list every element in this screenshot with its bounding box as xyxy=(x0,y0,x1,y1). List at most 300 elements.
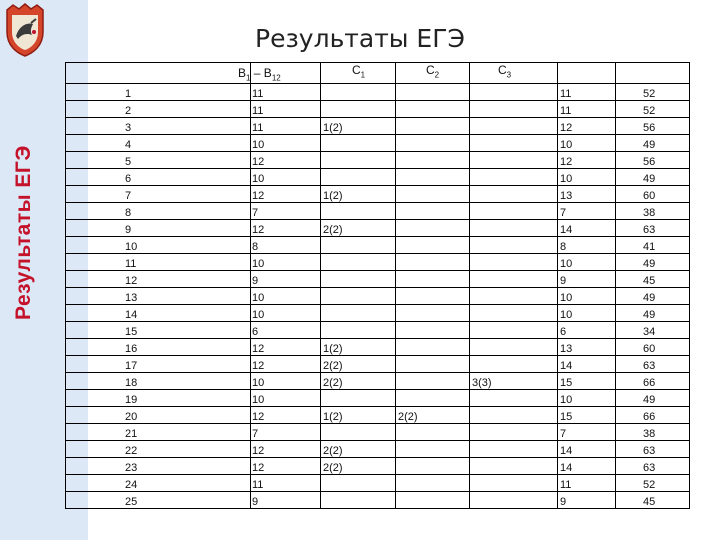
score-b1-b12-cell xyxy=(251,135,321,152)
cell-value: 14 xyxy=(560,445,573,457)
cell-value: 18 xyxy=(125,377,138,389)
primary-score-cell xyxy=(558,322,616,339)
cell-value: 13 xyxy=(125,292,138,304)
score-c1-cell xyxy=(321,288,396,305)
cell-value: 10 xyxy=(252,292,265,304)
cell-value: 56 xyxy=(643,156,656,168)
primary-score-cell xyxy=(558,203,616,220)
score-b1-b12-cell xyxy=(251,305,321,322)
score-c3-cell xyxy=(470,288,558,305)
test-score-cell xyxy=(616,492,690,509)
score-c3-cell xyxy=(470,424,558,441)
score-c1-cell xyxy=(321,169,396,186)
student-number-cell xyxy=(66,424,251,441)
test-score-cell xyxy=(616,152,690,169)
cell-value: 38 xyxy=(643,428,656,440)
cell-value: 66 xyxy=(643,411,656,423)
cell-value: 14 xyxy=(560,224,573,236)
table-row xyxy=(66,492,690,509)
table-row xyxy=(66,373,690,390)
score-b1-b12-cell xyxy=(251,373,321,390)
score-b1-b12-cell xyxy=(251,220,321,237)
cell-value: 1(2) xyxy=(323,343,343,355)
cell-value: 2(2) xyxy=(323,445,343,457)
score-b1-b12-cell xyxy=(251,203,321,220)
cell-value: 12 xyxy=(252,411,265,423)
score-c2-cell xyxy=(396,475,470,492)
student-number-cell xyxy=(66,475,251,492)
score-c2-cell xyxy=(396,305,470,322)
table-row xyxy=(66,271,690,288)
cell-value: 8 xyxy=(125,207,132,219)
score-c1-cell xyxy=(321,373,396,390)
primary-score-cell xyxy=(558,271,616,288)
score-c3-cell xyxy=(470,169,558,186)
cell-value: 23 xyxy=(125,462,138,474)
table-row xyxy=(66,84,690,101)
cell-value: 9 xyxy=(125,224,132,236)
cell-value: 10 xyxy=(560,394,573,406)
test-score-cell xyxy=(616,220,690,237)
score-c1-cell xyxy=(321,441,396,458)
header-c3: $C_3$ xyxy=(498,63,512,80)
score-c3-cell xyxy=(470,322,558,339)
score-b1-b12-cell xyxy=(251,84,321,101)
cell-value: 38 xyxy=(643,207,656,219)
score-c3-cell xyxy=(470,84,558,101)
test-score-cell xyxy=(616,356,690,373)
primary-score-cell xyxy=(558,305,616,322)
score-c3-cell xyxy=(470,101,558,118)
student-number-cell xyxy=(66,288,251,305)
score-b1-b12-cell xyxy=(251,407,321,424)
score-c1-cell xyxy=(321,254,396,271)
cell-value: 9 xyxy=(252,496,259,508)
header-cell xyxy=(558,63,616,84)
student-number-cell xyxy=(66,84,251,101)
cell-value: 7 xyxy=(560,207,567,219)
primary-score-cell xyxy=(558,441,616,458)
header-cell xyxy=(396,63,470,84)
primary-score-cell xyxy=(558,169,616,186)
cell-value: 12 xyxy=(560,122,573,134)
cell-value: 17 xyxy=(125,360,138,372)
cell-value: 6 xyxy=(252,326,259,338)
score-c1-cell xyxy=(321,407,396,424)
score-c2-cell xyxy=(396,441,470,458)
cell-value: 9 xyxy=(252,275,259,287)
score-c1-cell xyxy=(321,305,396,322)
header-cell xyxy=(616,63,690,84)
cell-value: 15 xyxy=(125,326,138,338)
score-c1-cell xyxy=(321,271,396,288)
test-score-cell xyxy=(616,84,690,101)
cell-value: 2(2) xyxy=(398,411,418,423)
score-c2-cell xyxy=(396,169,470,186)
score-c1-cell xyxy=(321,152,396,169)
score-c1-cell xyxy=(321,322,396,339)
student-number-cell xyxy=(66,186,251,203)
cell-value: 52 xyxy=(643,105,656,117)
score-b1-b12-cell xyxy=(251,475,321,492)
table-row xyxy=(66,305,690,322)
test-score-cell xyxy=(616,441,690,458)
vertical-title: Результаты ЕГЭ xyxy=(12,145,35,320)
test-score-cell xyxy=(616,254,690,271)
cell-value: 1(2) xyxy=(323,190,343,202)
header-b1-b12: $B_1 - B_{12}$ xyxy=(238,66,281,83)
score-c3-cell xyxy=(470,458,558,475)
score-b1-b12-cell xyxy=(251,271,321,288)
primary-score-cell xyxy=(558,339,616,356)
score-c1-cell xyxy=(321,390,396,407)
score-b1-b12-cell xyxy=(251,458,321,475)
cell-value: 22 xyxy=(125,445,138,457)
test-score-cell xyxy=(616,237,690,254)
table-row xyxy=(66,220,690,237)
cell-value: 49 xyxy=(643,309,656,321)
score-c1-cell xyxy=(321,458,396,475)
cell-value: 12 xyxy=(125,275,138,287)
score-c3-cell xyxy=(470,152,558,169)
score-c2-cell xyxy=(396,203,470,220)
cell-value: 3(3) xyxy=(472,377,492,389)
test-score-cell xyxy=(616,322,690,339)
cell-value: 14 xyxy=(560,360,573,372)
score-c3-cell xyxy=(470,271,558,288)
table-row xyxy=(66,407,690,424)
cell-value: 11 xyxy=(252,105,264,117)
cell-value: 25 xyxy=(125,496,138,508)
cell-value: 49 xyxy=(643,258,656,270)
score-c1-cell xyxy=(321,203,396,220)
primary-score-cell xyxy=(558,84,616,101)
primary-score-cell xyxy=(558,254,616,271)
score-c3-cell xyxy=(470,118,558,135)
score-c2-cell xyxy=(396,271,470,288)
student-number-cell xyxy=(66,169,251,186)
table-row xyxy=(66,135,690,152)
score-c2-cell xyxy=(396,390,470,407)
table-row xyxy=(66,288,690,305)
header-cell xyxy=(321,63,396,84)
cell-value: 16 xyxy=(125,343,138,355)
test-score-cell xyxy=(616,271,690,288)
score-c3-cell xyxy=(470,475,558,492)
cell-value: 10 xyxy=(560,292,573,304)
student-number-cell xyxy=(66,322,251,339)
primary-score-cell xyxy=(558,458,616,475)
score-b1-b12-cell xyxy=(251,492,321,509)
cell-value: 13 xyxy=(560,190,573,202)
cell-value: 12 xyxy=(252,462,265,474)
score-c3-cell xyxy=(470,203,558,220)
student-number-cell xyxy=(66,407,251,424)
cell-value: 21 xyxy=(125,428,138,440)
cell-value: 1 xyxy=(125,88,132,100)
primary-score-cell xyxy=(558,237,616,254)
cell-value: 49 xyxy=(643,173,656,185)
student-number-cell xyxy=(66,101,251,118)
score-b1-b12-cell xyxy=(251,101,321,118)
cell-value: 11 xyxy=(560,88,572,100)
score-b1-b12-cell xyxy=(251,186,321,203)
cell-value: 2(2) xyxy=(323,224,343,236)
score-c1-cell xyxy=(321,118,396,135)
score-b1-b12-cell xyxy=(251,356,321,373)
score-c2-cell xyxy=(396,254,470,271)
score-c1-cell xyxy=(321,186,396,203)
cell-value: 10 xyxy=(252,139,265,151)
cell-value: 60 xyxy=(643,190,656,202)
primary-score-cell xyxy=(558,475,616,492)
cell-value: 2 xyxy=(125,105,132,117)
cell-value: 10 xyxy=(560,139,573,151)
score-c1-cell xyxy=(321,237,396,254)
student-number-cell xyxy=(66,305,251,322)
primary-score-cell xyxy=(558,356,616,373)
cell-value: 12 xyxy=(252,224,265,236)
score-c2-cell xyxy=(396,186,470,203)
cell-value: 49 xyxy=(643,394,656,406)
table-row xyxy=(66,237,690,254)
table-row xyxy=(66,441,690,458)
cell-value: 11 xyxy=(252,88,264,100)
score-b1-b12-cell xyxy=(251,169,321,186)
cell-value: 10 xyxy=(252,173,265,185)
cell-value: 34 xyxy=(643,326,656,338)
cell-value: 63 xyxy=(643,224,656,236)
cell-value: 15 xyxy=(560,411,573,423)
cell-value: 60 xyxy=(643,343,656,355)
header-cell xyxy=(251,63,321,84)
score-c3-cell xyxy=(470,135,558,152)
score-c1-cell xyxy=(321,492,396,509)
cell-value: 12 xyxy=(252,343,265,355)
test-score-cell xyxy=(616,169,690,186)
student-number-cell xyxy=(66,390,251,407)
test-score-cell xyxy=(616,186,690,203)
test-score-cell xyxy=(616,373,690,390)
cell-value: 10 xyxy=(125,241,138,253)
table-row xyxy=(66,424,690,441)
score-c3-cell xyxy=(470,441,558,458)
score-b1-b12-cell xyxy=(251,254,321,271)
test-score-cell xyxy=(616,101,690,118)
cell-value: 1(2) xyxy=(323,122,343,134)
score-c1-cell xyxy=(321,135,396,152)
primary-score-cell xyxy=(558,407,616,424)
test-score-cell xyxy=(616,475,690,492)
cell-value: 9 xyxy=(560,275,567,287)
header-row xyxy=(66,63,690,84)
score-c2-cell xyxy=(396,339,470,356)
primary-score-cell xyxy=(558,288,616,305)
score-c3-cell xyxy=(470,390,558,407)
cell-value: 4 xyxy=(125,139,132,151)
cell-value: 11 xyxy=(560,105,572,117)
cell-value: 41 xyxy=(643,241,656,253)
cell-value: 2(2) xyxy=(323,360,343,372)
score-b1-b12-cell xyxy=(251,339,321,356)
score-c1-cell xyxy=(321,424,396,441)
cell-value: 9 xyxy=(560,496,567,508)
student-number-cell xyxy=(66,220,251,237)
primary-score-cell xyxy=(558,186,616,203)
score-c3-cell xyxy=(470,373,558,390)
score-b1-b12-cell xyxy=(251,441,321,458)
test-score-cell xyxy=(616,305,690,322)
primary-score-cell xyxy=(558,152,616,169)
cell-value: 52 xyxy=(643,479,656,491)
table-row xyxy=(66,475,690,492)
cell-value: 10 xyxy=(560,309,573,321)
test-score-cell xyxy=(616,135,690,152)
score-c2-cell xyxy=(396,237,470,254)
primary-score-cell xyxy=(558,220,616,237)
cell-value: 6 xyxy=(560,326,567,338)
score-c2-cell xyxy=(396,322,470,339)
table-row xyxy=(66,458,690,475)
score-c1-cell xyxy=(321,101,396,118)
cell-value: 2(2) xyxy=(323,462,343,474)
cell-value: 12 xyxy=(252,445,265,457)
student-number-cell xyxy=(66,339,251,356)
cell-value: 19 xyxy=(125,394,138,406)
table-row xyxy=(66,254,690,271)
cell-value: 45 xyxy=(643,496,656,508)
score-c2-cell xyxy=(396,84,470,101)
score-b1-b12-cell xyxy=(251,288,321,305)
score-b1-b12-cell xyxy=(251,322,321,339)
cell-value: 15 xyxy=(560,377,573,389)
score-c2-cell xyxy=(396,220,470,237)
score-c2-cell xyxy=(396,118,470,135)
test-score-cell xyxy=(616,203,690,220)
test-score-cell xyxy=(616,458,690,475)
cell-value: 10 xyxy=(252,309,265,321)
score-c1-cell xyxy=(321,84,396,101)
score-c2-cell xyxy=(396,356,470,373)
test-score-cell xyxy=(616,339,690,356)
cell-value: 45 xyxy=(643,275,656,287)
primary-score-cell xyxy=(558,390,616,407)
primary-score-cell xyxy=(558,135,616,152)
student-number-cell xyxy=(66,135,251,152)
cell-value: 2(2) xyxy=(323,377,343,389)
cell-value: 10 xyxy=(252,258,265,270)
score-c3-cell xyxy=(470,237,558,254)
table-row xyxy=(66,203,690,220)
table-row xyxy=(66,169,690,186)
cell-value: 1(2) xyxy=(323,411,343,423)
table-row xyxy=(66,186,690,203)
cell-value: 10 xyxy=(560,173,573,185)
score-c1-cell xyxy=(321,339,396,356)
test-score-cell xyxy=(616,390,690,407)
cell-value: 10 xyxy=(252,394,265,406)
test-score-cell xyxy=(616,407,690,424)
score-b1-b12-cell xyxy=(251,424,321,441)
cell-value: 14 xyxy=(125,309,138,321)
cell-value: 63 xyxy=(643,445,656,457)
header-c1: $C_1$ xyxy=(352,63,366,80)
student-number-cell xyxy=(66,118,251,135)
score-c3-cell xyxy=(470,220,558,237)
student-number-cell xyxy=(66,254,251,271)
test-score-cell xyxy=(616,118,690,135)
cell-value: 6 xyxy=(125,173,132,185)
score-c3-cell xyxy=(470,186,558,203)
cell-value: 13 xyxy=(560,343,573,355)
cell-value: 11 xyxy=(560,479,572,491)
primary-score-cell xyxy=(558,101,616,118)
score-b1-b12-cell xyxy=(251,390,321,407)
score-b1-b12-cell xyxy=(251,118,321,135)
cell-value: 49 xyxy=(643,139,656,151)
cell-value: 52 xyxy=(643,88,656,100)
header-cell xyxy=(470,63,558,84)
table-row xyxy=(66,339,690,356)
test-score-cell xyxy=(616,288,690,305)
table-row xyxy=(66,118,690,135)
cell-value: 12 xyxy=(252,360,265,372)
cell-value: 7 xyxy=(252,428,259,440)
cell-value: 7 xyxy=(252,207,259,219)
cell-value: 7 xyxy=(560,428,567,440)
cell-value: 7 xyxy=(125,190,132,202)
cell-value: 11 xyxy=(252,479,264,491)
student-number-cell xyxy=(66,356,251,373)
primary-score-cell xyxy=(558,492,616,509)
score-c1-cell xyxy=(321,220,396,237)
cell-value: 11 xyxy=(125,258,137,270)
score-c2-cell xyxy=(396,424,470,441)
score-c3-cell xyxy=(470,254,558,271)
test-score-cell xyxy=(616,424,690,441)
score-c1-cell xyxy=(321,475,396,492)
student-number-cell xyxy=(66,271,251,288)
cell-value: 8 xyxy=(560,241,567,253)
header-cell xyxy=(66,63,251,84)
cell-value: 66 xyxy=(643,377,656,389)
score-c2-cell xyxy=(396,407,470,424)
cell-value: 12 xyxy=(252,156,265,168)
cell-value: 8 xyxy=(252,241,259,253)
score-c2-cell xyxy=(396,101,470,118)
table-row xyxy=(66,101,690,118)
student-number-cell xyxy=(66,237,251,254)
score-c3-cell xyxy=(470,339,558,356)
score-b1-b12-cell xyxy=(251,237,321,254)
score-c1-cell xyxy=(321,356,396,373)
score-c2-cell xyxy=(396,492,470,509)
score-b1-b12-cell xyxy=(251,152,321,169)
primary-score-cell xyxy=(558,424,616,441)
cell-value: 24 xyxy=(125,479,138,491)
score-c3-cell xyxy=(470,492,558,509)
cell-value: 49 xyxy=(643,292,656,304)
score-c2-cell xyxy=(396,152,470,169)
results-table xyxy=(65,62,690,509)
cell-value: 12 xyxy=(252,190,265,202)
score-c3-cell xyxy=(470,356,558,373)
cell-value: 3 xyxy=(125,122,132,134)
cell-value: 12 xyxy=(560,156,573,168)
student-number-cell xyxy=(66,203,251,220)
cell-value: 11 xyxy=(252,122,264,134)
cell-value: 20 xyxy=(125,411,138,423)
